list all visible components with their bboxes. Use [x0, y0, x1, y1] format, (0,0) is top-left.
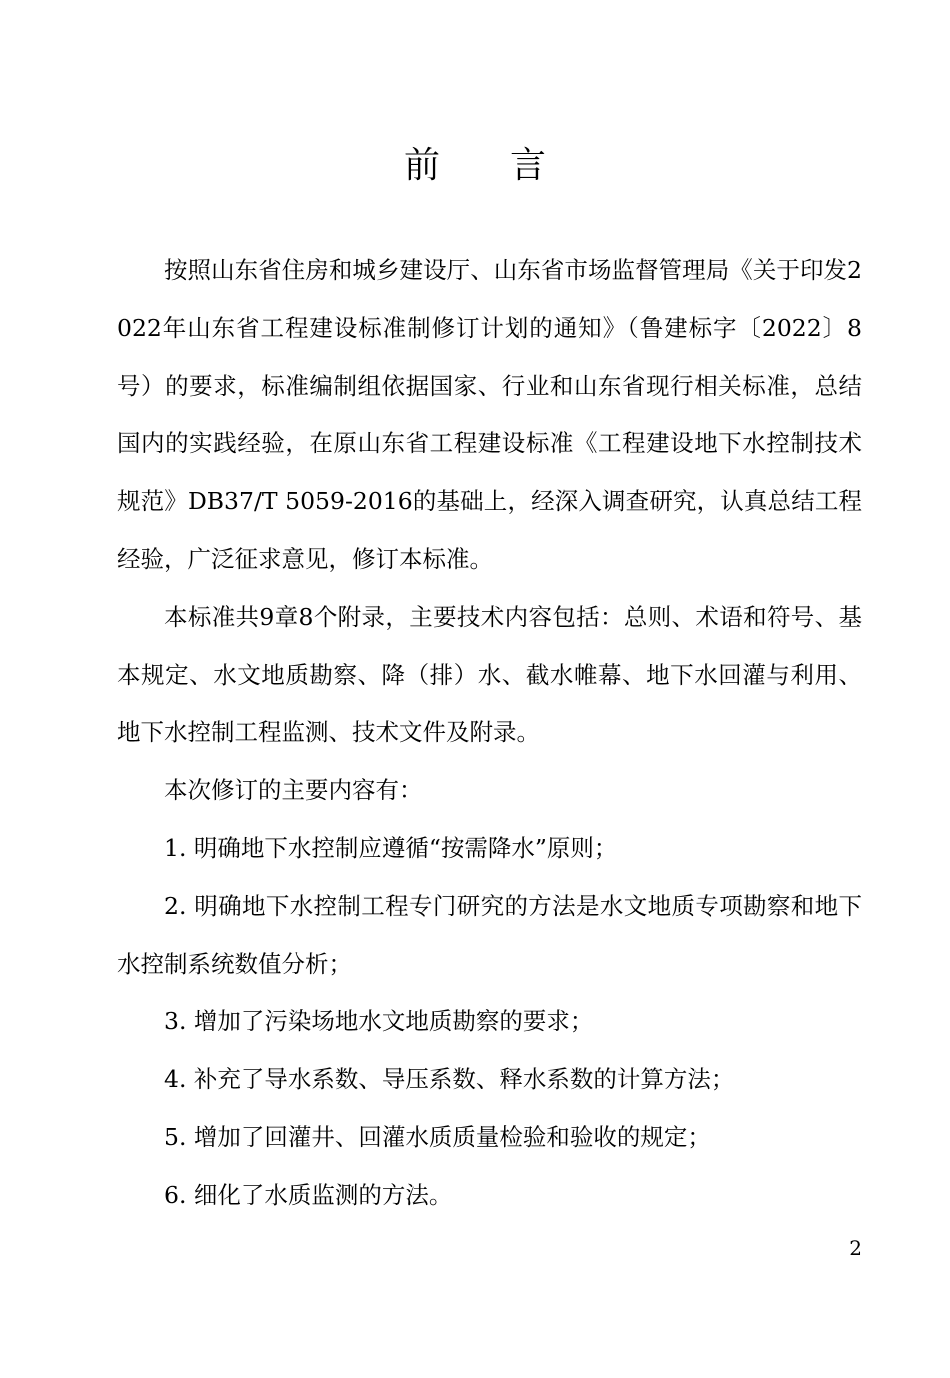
revision-item-1: 1. 明确地下水控制应遵循“按需降水”原则；: [164, 833, 618, 862]
revision-item-2: 2. 明确地下水控制工程专门研究的方法是水文地质专项勘察和地下水控制系统数值分析；: [117, 891, 862, 978]
revision-item-5: 5. 增加了回灌井、回灌水质质量检验和验收的规定；: [164, 1122, 711, 1151]
revision-item-4: 4. 补充了导水系数、导压系数、释水系数的计算方法；: [164, 1065, 735, 1094]
paragraph-revision-heading: 本次修订的主要内容有：: [164, 776, 423, 805]
page-number: 2: [849, 1236, 862, 1260]
paragraph-contents: 本标准共9章8个附录，主要技术内容包括：总则、术语和符号、基本规定、水文地质勘察、降（排）水、截水帷幕、地下水回灌与利用、地下水控制工程监测、技术文件及附录。: [117, 602, 862, 747]
page-title: 前言: [403, 145, 616, 186]
revision-item-6: 6. 细化了水质监测的方法。: [164, 1180, 453, 1209]
revision-item-3: 3. 增加了污染场地水文地质勘察的要求；: [164, 1007, 594, 1036]
paragraph-intro: 按照山东省住房和城乡建设厅、山东省市场监督管理局《关于印发2022年山东省工程建设标准制修订计划的通知》（鲁建标字〔2022〕8号）的要求，标准编制组依据国家、行业和山东省现行相关标准，总结国内的实践经验，在原山东省工程建设标准《工程建设地下水控制技术规范》DB37/T 5059-2016的基础上，经深入调查研究，认真总结工程经验，广泛征求意见，修订本标准。: [117, 256, 862, 573]
body-text: [117, 242, 862, 1225]
